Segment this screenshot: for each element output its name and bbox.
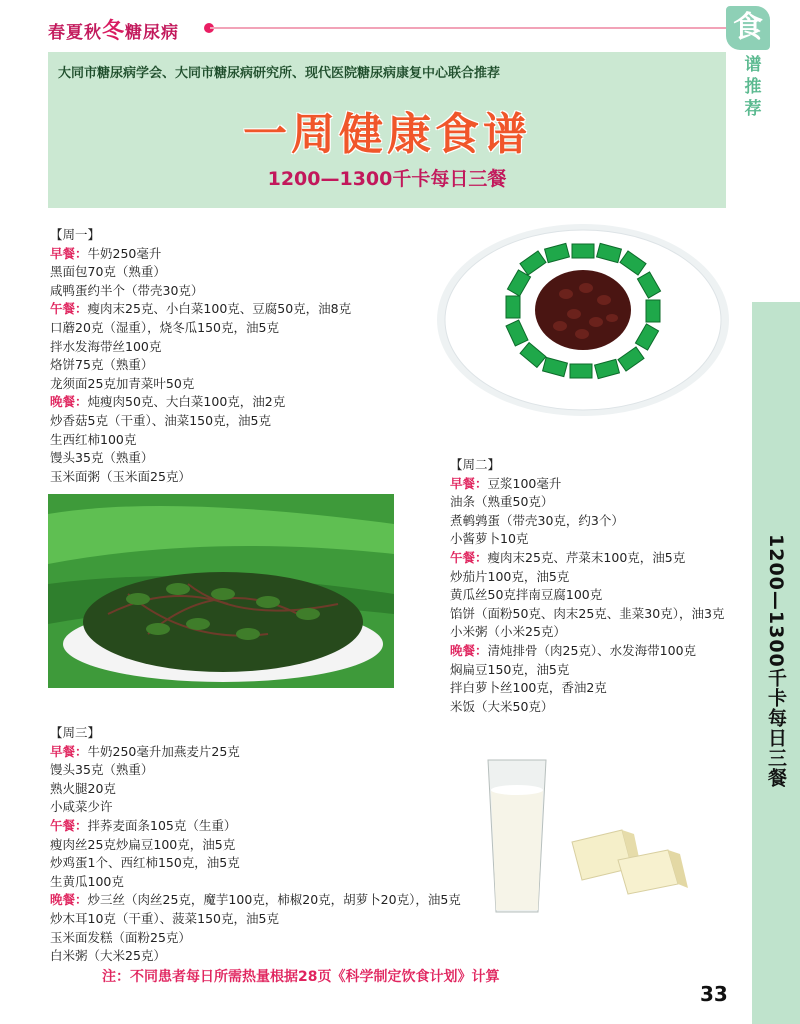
page-title: 一周健康食谱 [243, 109, 531, 160]
menu-item-text: 油条（熟重50克） [450, 494, 554, 510]
menu-line [50, 245, 351, 264]
menu-item-text: 瘦肉丝25克炒扁豆100克，油5克 [50, 836, 236, 852]
milk-and-cake-image [482, 746, 702, 916]
menu-line [450, 586, 724, 605]
menu-line [450, 605, 724, 624]
footnote: 注：不同患者每日所需热量根据28页《科学制定饮食计划》计算 [102, 969, 500, 985]
menu-line [450, 549, 724, 568]
menu-item-text: 瘦肉末25克、芹菜末100克，油5克 [487, 549, 686, 565]
menu-item-text: 炒鸡蛋1个、西红柿150克，油5克 [50, 855, 240, 871]
menu-item-text: 炒木耳10克（干重）、菠菜150克，油5克 [50, 910, 279, 926]
recommending-organizations: 大同市糖尿病学会、大同市糖尿病研究所、现代医院糖尿病康复中心联合推荐 [58, 66, 501, 81]
menu-item-text: 黄瓜丝50克拌南豆腐100克 [450, 587, 603, 603]
menu-item-text: 拌水发海带丝100克 [50, 338, 162, 354]
menu-line [50, 338, 351, 357]
menu-line [50, 375, 351, 394]
meal-label: 午餐： [50, 817, 88, 833]
header-rule [210, 27, 730, 29]
meal-label: 早餐： [450, 475, 488, 491]
menu-line [50, 873, 461, 892]
menu-item-text: 炒三丝（肉丝25克，魔芋100克，柿椒20克，胡萝卜20克），油5克 [87, 892, 461, 908]
menu-item-text: 炒香菇5克（干重）、油菜150克，油5克 [50, 412, 272, 428]
menu-item-text: 拌荞麦面条105克（生重） [87, 817, 237, 833]
menu-item-text: 煮鹌鹑蛋（带壳30克，约3个） [450, 512, 624, 528]
day-heading: 【周一】 [50, 227, 101, 242]
menu-line [450, 698, 724, 717]
menu-line [450, 530, 724, 549]
menu-item-text: 馒头35克（熟重） [50, 450, 154, 466]
menu-item-text: 龙须面25克加青菜叶50克 [50, 375, 195, 391]
menu-item-text: 玉米面粥（玉米面25克） [50, 468, 191, 484]
menu-line [50, 947, 461, 966]
menu-line [50, 798, 461, 817]
menu-item-text: 豆浆100毫升 [487, 475, 562, 491]
series-title-b: 冬 [102, 18, 126, 44]
menu-item-text: 炖瘦肉50克、大白菜100克，油2克 [87, 394, 286, 410]
meal-label: 早餐： [50, 245, 88, 261]
menu-line [50, 929, 461, 948]
menu-line [50, 300, 351, 319]
menu-line [450, 661, 724, 680]
menu-line [450, 642, 724, 661]
menu-line [50, 891, 461, 910]
menu-item-text: 馅饼（面粉50克、肉末25克、韭菜30克），油3克 [450, 605, 725, 621]
menu-line [50, 468, 351, 487]
menu-line [50, 761, 461, 780]
day-heading: 【周二】 [450, 457, 501, 472]
menu-line [50, 356, 351, 375]
menu-item-text: 拌白萝卜丝100克，香油2克 [450, 680, 607, 696]
section-tab-food: 食 [726, 6, 770, 50]
meal-label: 晚餐： [450, 642, 488, 658]
menu-line [50, 836, 461, 855]
menu-line [50, 431, 351, 450]
menu-line [50, 319, 351, 338]
menu-line [50, 282, 351, 301]
menu-item-text: 炒茄片100克，油5克 [450, 568, 570, 584]
menu-day-1 [50, 226, 351, 486]
meal-label: 晚餐： [50, 394, 88, 410]
menu-item-text: 清炖排骨（肉25克）、水发海带100克 [487, 642, 697, 658]
menu-item-text: 小酱萝卜10克 [450, 531, 529, 547]
series-title [48, 14, 179, 45]
menu-item-text: 口蘑20克（湿重），烧冬瓜150克，油5克 [50, 319, 279, 335]
menu-day-2 [450, 456, 724, 716]
side-label: 1200—1300千卡每日三餐 [765, 534, 787, 788]
menu-item-text: 烙饼75克（熟重） [50, 357, 154, 373]
series-title-c: 糖尿病 [125, 23, 180, 43]
menu-line [450, 512, 724, 531]
menu-item-text: 玉米面发糕（面粉25克） [50, 929, 191, 945]
menu-item-text: 焖扁豆150克，油5克 [450, 661, 570, 677]
hero-panel [48, 52, 726, 208]
menu-line [50, 449, 351, 468]
menu-item-text: 白米粥（大米25克） [50, 948, 166, 964]
menu-item-text: 熟火腿20克 [50, 780, 116, 796]
menu-line [50, 910, 461, 929]
menu-line [50, 393, 351, 412]
menu-item-text: 小米粥（小米25克） [450, 624, 566, 640]
menu-line [50, 854, 461, 873]
menu-line [50, 817, 461, 836]
menu-line [50, 743, 461, 762]
series-title-a: 春夏秋 [48, 23, 102, 43]
day-heading: 【周三】 [50, 725, 101, 740]
menu-day-3 [50, 724, 461, 966]
menu-line [450, 568, 724, 587]
meal-label: 午餐： [50, 301, 88, 317]
menu-item-text: 牛奶250毫升加燕麦片25克 [87, 743, 240, 759]
menu-line [50, 780, 461, 799]
menu-item-text: 馒头35克（熟重） [50, 762, 154, 778]
menu-item-text: 小咸菜少许 [50, 799, 113, 815]
menu-line [450, 679, 724, 698]
bean-plate-image [436, 222, 730, 418]
meal-label: 晚餐： [50, 892, 88, 908]
menu-item-text: 牛奶250毫升 [87, 245, 162, 261]
menu-item-text: 米饭（大米50克） [450, 698, 554, 714]
menu-line [50, 263, 351, 282]
page-number: 33 [700, 982, 728, 1006]
menu-line [450, 493, 724, 512]
section-tab-subtitle: 谱推荐 [744, 55, 762, 119]
greens-dish-image [48, 494, 394, 688]
meal-label: 午餐： [450, 549, 488, 565]
meal-label: 早餐： [50, 743, 88, 759]
menu-item-text: 生西红柿100克 [50, 431, 137, 447]
menu-item-text: 黑面包70克（熟重） [50, 264, 166, 280]
menu-item-text: 咸鸭蛋约半个（带壳30克） [50, 282, 204, 298]
menu-line [50, 412, 351, 431]
menu-line [450, 475, 724, 494]
page-subtitle: 1200—1300千卡每日三餐 [267, 168, 507, 190]
menu-item-text: 生黄瓜100克 [50, 873, 124, 889]
menu-item-text: 瘦肉末25克、小白菜100克、豆腐50克，油8克 [87, 301, 352, 317]
menu-line [450, 623, 724, 642]
